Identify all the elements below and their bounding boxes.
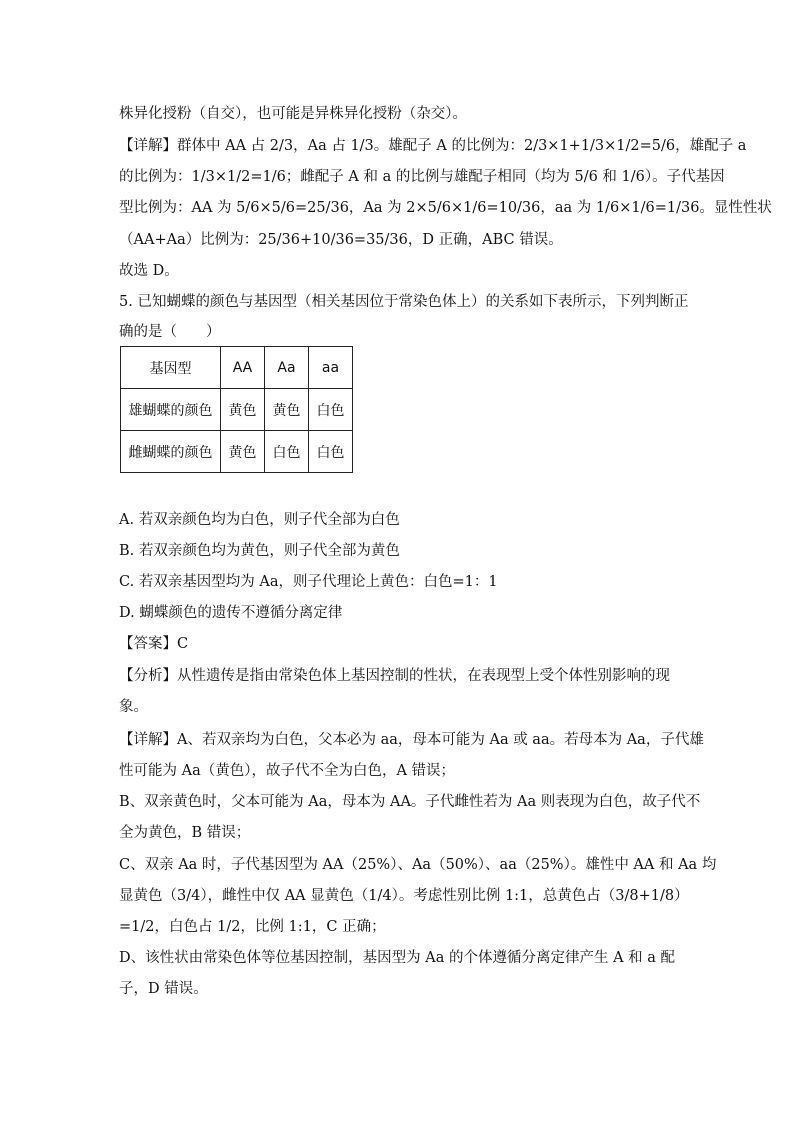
text-line: 的比例为：1/3×1/2=1/6；雌配子 A 和 a 的比例与雄配子相同（均为 5/6 和 1/6）。子代基因 [119,169,725,185]
option-d: D. 蝴蝶颜色的遗传不遵循分离定律 [119,605,343,621]
analysis-line: 象。 [119,699,148,715]
answer-line: 【答案】C [119,636,189,652]
table-row [121,431,353,473]
text-line: （AA+Aa）比例为：25/36+10/36=35/36，D 正确，ABC 错误。 [119,232,563,248]
table-header-row [121,347,353,389]
table-cell: 白色 [309,431,353,473]
table-row [121,389,353,431]
table-cell: 黄色 [221,389,265,431]
text-line: 型比例为：AA 为 5/6×5/6=25/36，Aa 为 2×5/6×1/6=10/36，aa 为 1/6×1/6=1/36。显性性状 [119,200,772,216]
detail-line: 【详解】A、若双亲均为白色，父本必为 aa，母本可能为 Aa 或 aa。若母本为 Aa，子代雄 [119,732,704,748]
option-b: B. 若双亲颜色均为黄色，则子代全部为黄色 [119,543,400,559]
option-a: A. 若双亲颜色均为白色，则子代全部为白色 [119,512,400,528]
table-header-cell: AA [221,347,265,389]
table-cell: 黄色 [265,389,309,431]
question-stem: 5. 已知蝴蝶的颜色与基因型（相关基因位于常染色体上）的关系如下表所示，下列判断正 [119,294,689,310]
genotype-color-table [120,346,353,473]
detail-line: C、双亲 Aa 时，子代基因型为 AA（25%）、Aa（50%）、aa（25%）。雄性中 AA 和 Aa 均 [119,857,717,873]
table-cell: 白色 [309,389,353,431]
text-line: 株异化授粉（自交），也可能是异株异化授粉（杂交）。 [119,106,467,122]
detail-line: =1/2，白色占 1/2，比例 1:1，C 正确； [119,919,386,935]
detail-line: 子，D 错误。 [119,981,208,997]
table-cell: 雄蝴蝶的颜色 [121,389,221,431]
detail-line: D、该性状由常染色体等位基因控制，基因型为 Aa 的个体遵循分离定律产生 A 和 a 配 [119,950,676,966]
detail-line: 全为黄色，B 错误； [119,825,251,841]
detail-line: 性可能为 Aa（黄色），故子代不全为白色，A 错误； [119,763,456,779]
question-stem: 确的是（ ） [119,324,221,340]
detail-line: B、双亲黄色时，父本可能为 Aa，母本为 AA。子代雌性若为 Aa 则表现为白色，故子代不 [119,794,701,810]
text-line: 故选 D。 [119,263,179,279]
detail-line: 显黄色（3/4），雌性中仅 AA 显黄色（1/4）。考虑性别比例 1:1，总黄色占（3/8+1/8） [119,888,689,904]
analysis-line: 【分析】从性遗传是指由常染色体上基因控制的性状，在表现型上受个体性别影响的现 [119,668,670,684]
table-header-cell: 基因型 [121,347,221,389]
table-cell: 白色 [265,431,309,473]
table-cell: 黄色 [221,431,265,473]
option-c: C. 若双亲基因型均为 Aa，则子代理论上黄色：白色=1：1 [119,574,498,590]
text-line: 【详解】群体中 AA 占 2/3，Aa 占 1/3。雄配子 A 的比例为：2/3×1+1/3×1/2=5/6，雄配子 a [119,138,747,154]
table-header-cell: aa [309,347,353,389]
table-header-cell: Aa [265,347,309,389]
table-cell: 雌蝴蝶的颜色 [121,431,221,473]
